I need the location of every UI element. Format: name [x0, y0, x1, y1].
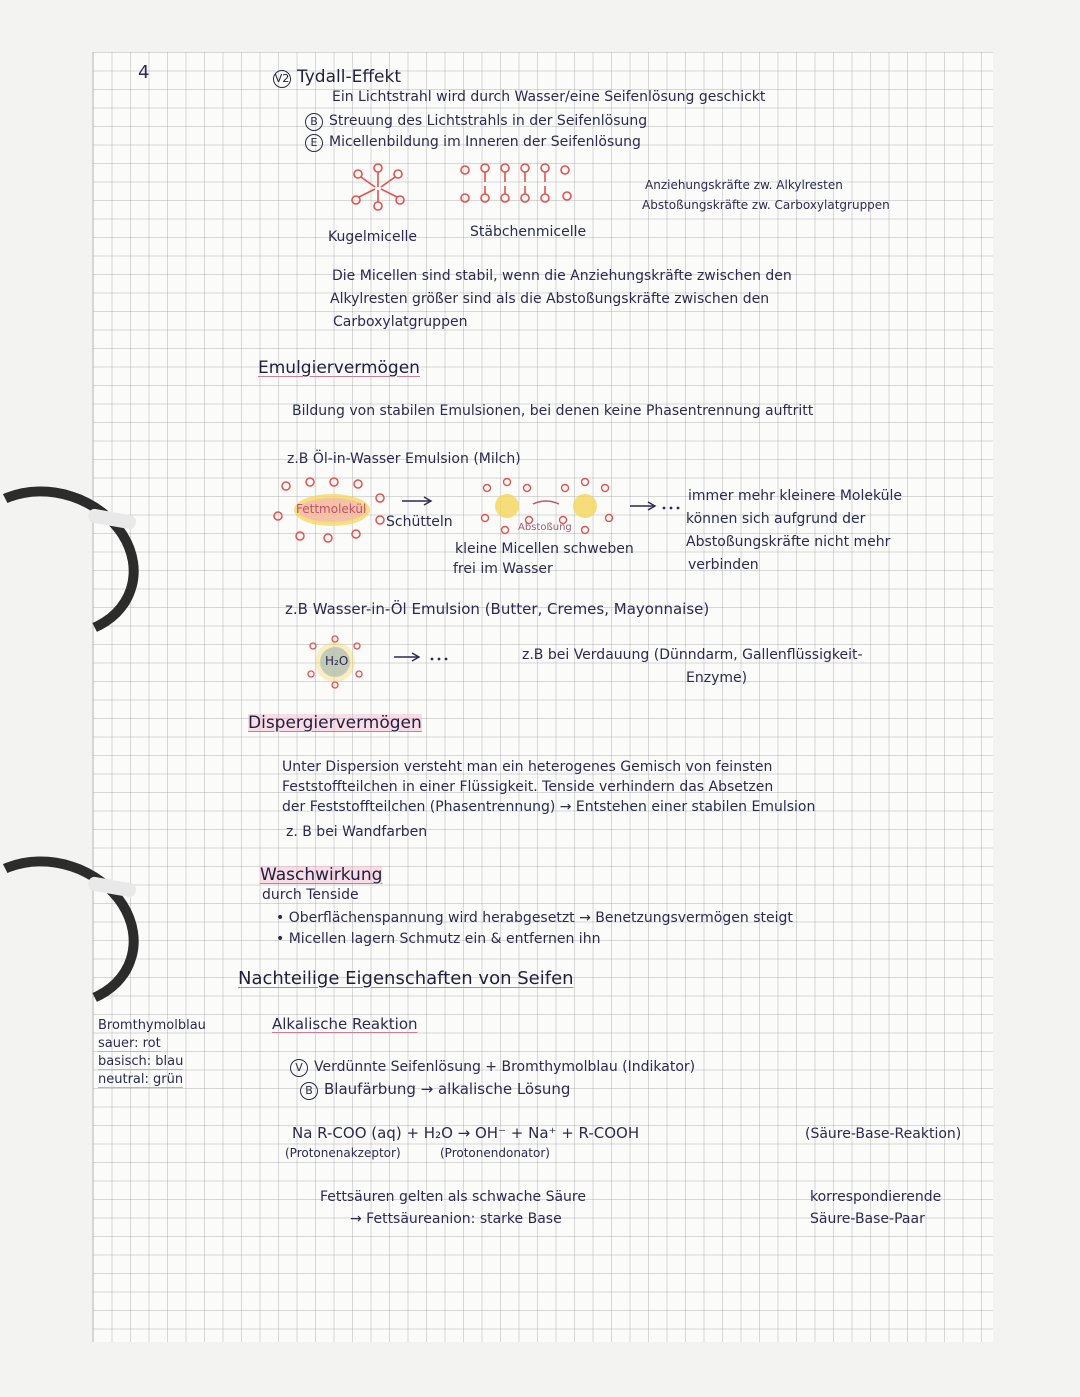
reaction-type: (Säure-Base-Reaktion): [805, 1126, 962, 1142]
arrow-schuetteln: [400, 496, 436, 506]
dispergier-heading: Dispergiervermögen: [248, 713, 422, 733]
forces-line2: Abstoßungskräfte zw. Carboxylatgruppen: [642, 198, 890, 212]
tyndall-label: V2: [273, 70, 291, 88]
emulgier-example1: z.B Öl-in-Wasser Emulsion (Milch): [287, 451, 521, 467]
h2o-label: H₂O: [325, 654, 349, 668]
acceptor-label: (Protonenakzeptor): [285, 1146, 401, 1160]
nachteile-v: [290, 1058, 695, 1077]
staebchen-label: Stäbchenmicelle: [470, 224, 587, 240]
tyndall-b-text: Streuung des Lichtstrahls in der Seifenlösung: [329, 113, 648, 129]
forces-line1: Anziehungskräfte zw. Alkylresten: [645, 178, 843, 192]
tyndall-line1: Ein Lichtstrahl wird durch Wasser/eine Seifenlösung geschickt: [332, 89, 766, 105]
arrow-result: [628, 500, 688, 512]
tyndall-heading: [273, 68, 401, 88]
b-label-2: B: [300, 1082, 318, 1100]
dispergier-line1: Unter Dispersion versteht man ein heterogenes Gemisch von feinsten: [282, 759, 773, 775]
dispergier-line4: z. B bei Wandfarben: [286, 824, 428, 840]
wasch-bullet2: • Micellen lagern Schmutz ein & entfernen ihn: [276, 931, 601, 947]
wasch-bullet1: • Oberflächenspannung wird herabgesetzt → Benetzungsvermögen steigt: [276, 910, 793, 926]
verdauung-line1: z.B bei Verdauung (Dünndarm, Gallenflüssigkeit-: [522, 647, 863, 663]
korr-line1: korrespondierende: [810, 1189, 942, 1205]
fett-line2: → Fettsäureanion: starke Base: [350, 1211, 562, 1227]
stable-line2: Alkylresten größer sind als die Abstoßungskräfte zwischen den: [330, 291, 770, 307]
korr-line2: Säure-Base-Paar: [810, 1211, 925, 1227]
wasch-heading: Waschwirkung: [260, 865, 383, 885]
stable-line1: Die Micellen sind stabil, wenn die Anziehungskräfte zwischen den: [332, 268, 792, 284]
page-number: 4: [138, 62, 150, 83]
tyndall-e: [305, 133, 641, 152]
fett-line1: Fettsäuren gelten als schwache Säure: [320, 1189, 586, 1205]
emulgier-definition: Bildung von stabilen Emulsionen, bei denen keine Phasentrennung auftritt: [292, 403, 814, 419]
schuetteln-label: Schütteln: [386, 514, 453, 530]
wasch-bullet2-text: Micellen lagern Schmutz ein & entfernen ihn: [288, 931, 601, 947]
dispergier-line3: der Feststoffteilchen (Phasentrennung) → Entstehen einer stabilen Emulsion: [282, 799, 816, 815]
nachteile-v-text: Verdünnte Seifenlösung + Bromthymolblau (Indikator): [314, 1059, 696, 1075]
alkalische-reaktion-label: Alkalische Reaktion: [272, 1015, 418, 1033]
micellen-frei-line2: frei im Wasser: [453, 561, 553, 577]
kugel-label: Kugelmicelle: [328, 229, 417, 245]
donor-label: (Protonendonator): [440, 1146, 550, 1160]
tyndall-b: [305, 112, 647, 131]
fettmolekuel-label: Fettmolekül: [296, 502, 367, 516]
tyndall-e-text: Micellenbildung im Inneren der Seifenlösung: [329, 134, 641, 150]
result-line1: immer mehr kleinere Moleküle: [688, 488, 903, 504]
stable-line3: Carboxylatgruppen: [333, 314, 468, 330]
margin-neutral: neutral: grün: [98, 1072, 184, 1087]
nachteile-b-text: Blaufärbung → alkalische Lösung: [324, 1080, 571, 1098]
tyndall-title: Tydall-Effekt: [297, 67, 402, 87]
wasch-bullet1-text: Oberflächenspannung wird herabgesetzt → Benetzungsvermögen steigt: [288, 910, 793, 926]
nachteile-heading: Nachteilige Eigenschaften von Seifen: [238, 968, 574, 989]
e-label: E: [305, 134, 323, 152]
emulgier-example2: z.B Wasser-in-Öl Emulsion (Butter, Cremes, Mayonnaise): [285, 600, 710, 618]
arrow-verdauung: [392, 651, 462, 663]
result-line2: können sich aufgrund der: [686, 511, 866, 527]
wasch-sub: durch Tenside: [262, 887, 359, 903]
margin-title: Bromthymolblau: [98, 1018, 206, 1033]
result-line3: Abstoßungskräfte nicht mehr: [686, 534, 891, 550]
staebchenmicelle-drawing: [455, 160, 585, 210]
dispergier-line2: Feststoffteilchen in einer Flüssigkeit. Tenside verhindern das Absetzen: [282, 779, 774, 795]
v-label: V: [290, 1059, 308, 1077]
micellen-frei-line1: kleine Micellen schweben: [455, 541, 634, 557]
margin-basisch: basisch: blau: [98, 1054, 184, 1069]
result-line4: verbinden: [688, 557, 759, 573]
b-label: B: [305, 113, 323, 131]
equation: Na R-COO (aq) + H₂O → OH⁻ + Na⁺ + R-COOH: [292, 1124, 640, 1142]
nachteile-b: [300, 1080, 570, 1100]
kugelmicelle-drawing: [340, 160, 420, 220]
verdauung-line2: Enzyme): [686, 670, 748, 686]
margin-note: [98, 1017, 218, 1089]
emulgier-heading: Emulgiervermögen: [258, 358, 420, 378]
abstossung-label: Abstoßung: [518, 522, 572, 533]
margin-sauer: sauer: rot: [98, 1036, 161, 1051]
